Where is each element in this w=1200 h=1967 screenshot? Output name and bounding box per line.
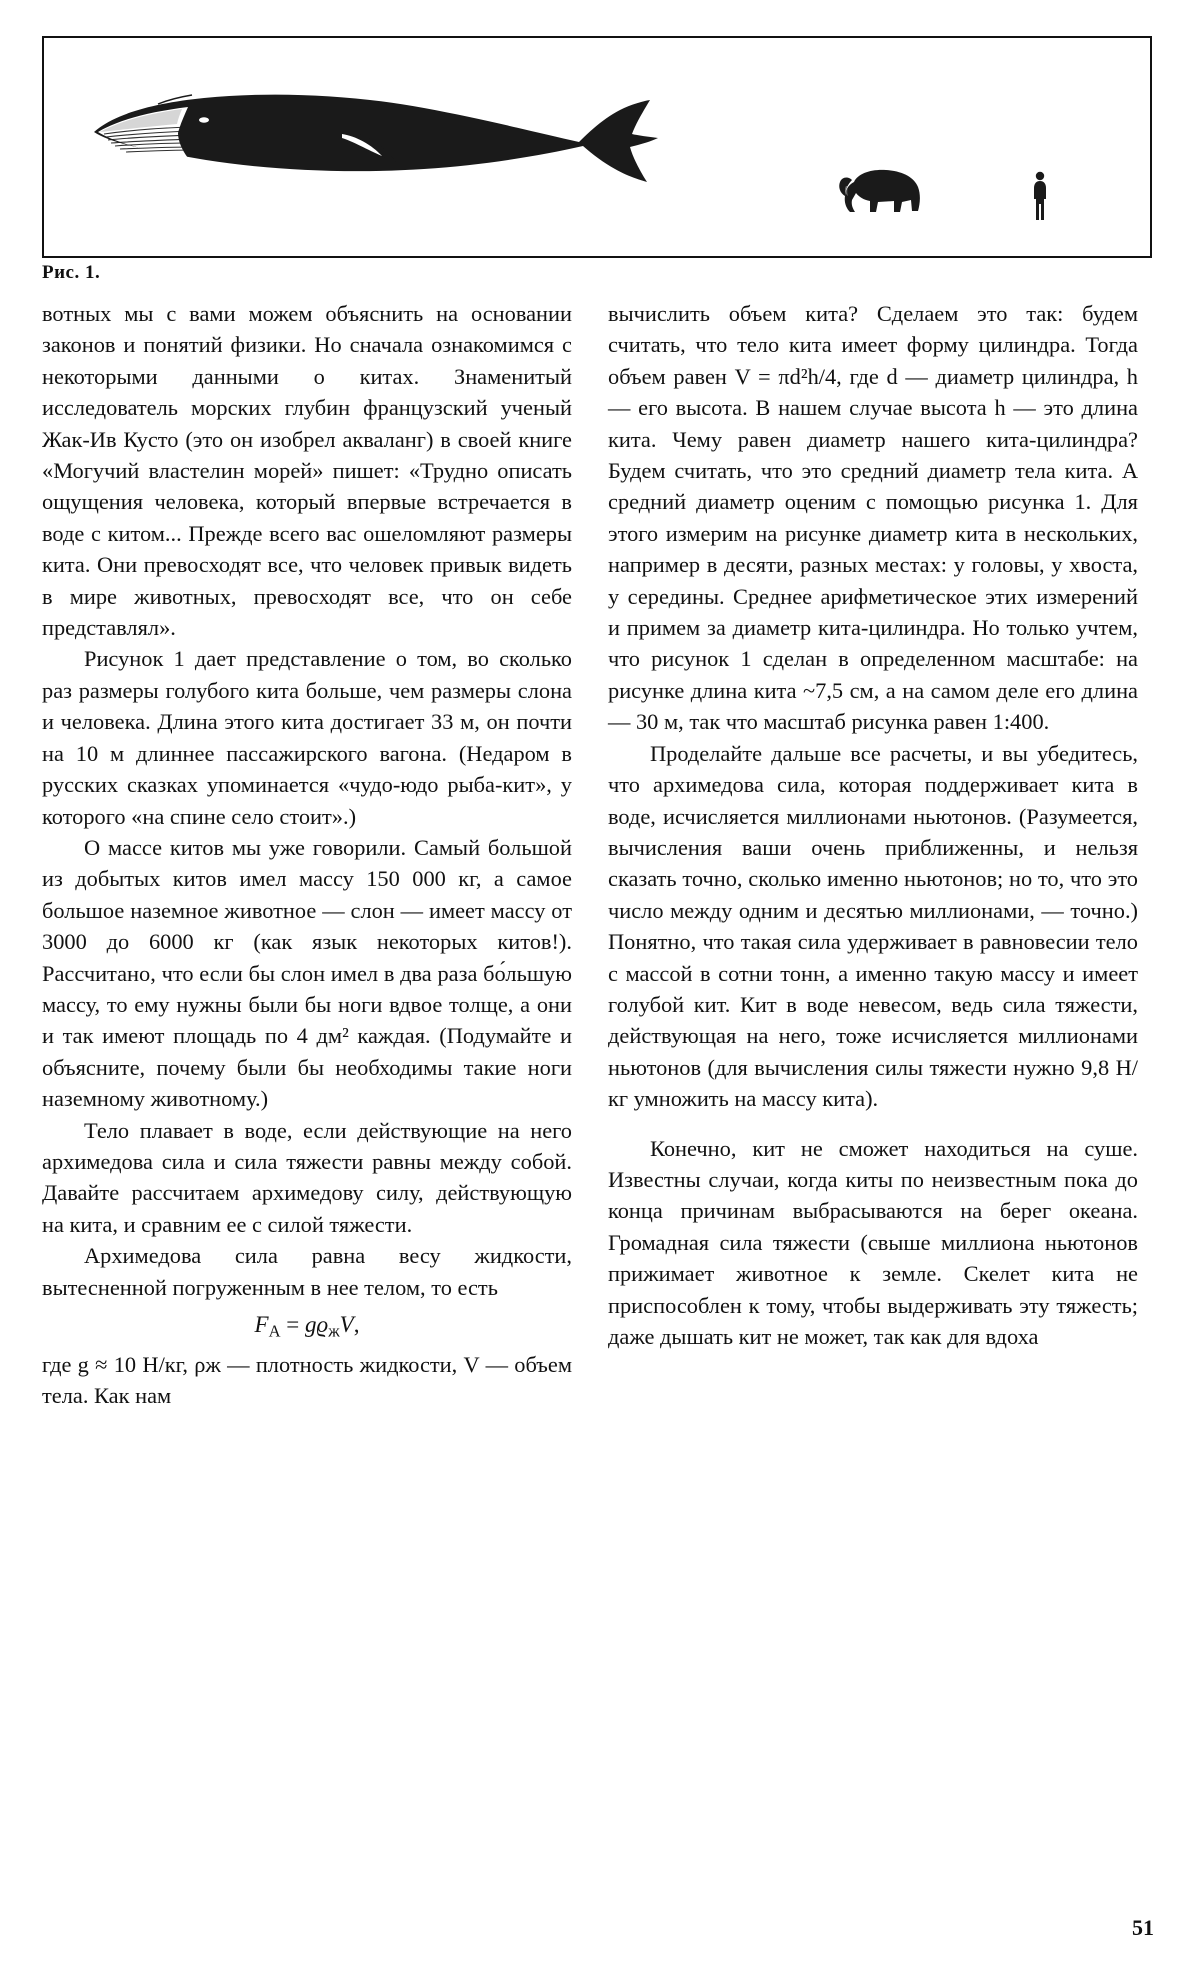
figure-frame <box>42 36 1152 258</box>
paragraph: Рисунок 1 дает представление о том, во сколько раз размеры голубого кита больше, чем размеры слона и человека. Длина этого кита достигает 33 м, он почти на 10 м длиннее пассажирского вагона. (Недаром в русских сказках упоминается «чудо-юдо рыба-кит», у которого «на спине село стоит».) <box>42 646 572 829</box>
paragraph: вычислить объем кита? Сделаем это так: будем считать, что тело кита имеет форму цилиндра. Тогда объем равен V = πd²h/4, где d — диаметр цилиндра, h — его высота. В нашем случае высота h — это длина кита. Чему равен диаметр нашего кита-цилиндра? Будем считать, что это средний диаметр тела кита. А средний диаметр оценим с помощью рисунка 1. Для этого измерим на рисунке диаметр кита в нескольких, например в десяти, разных местах: у головы, у хвоста, у середины. Среднее арифметическое этих измерений и примем за диаметр кита-цилиндра. Но только учтем, что рисунок 1 сделан в определенном масштабе: на рисунке длина кита ~7,5 см, а на самом деле его длина — 30 м, так что масштаб рисунка равен 1:400. <box>608 301 1138 735</box>
elephant-silhouette <box>834 166 930 220</box>
paragraph: вотных мы с вами можем объяснить на основании законов и понятий физики. Но сначала ознакомимся с некоторыми данными о китах. Знаменитый исследователь морских глубин французский ученый Жак-Ив Кусто (это он изобрел акваланг) в своей книге «Могучий властелин морей» пишет: «Трудно описать ощущения человека, который впервые встречается в воде с китом... Прежде всего вас ошеломляют размеры кита. Они превосходят все, что человек привык видеть в мире животных, превосходят все, что он себе представлял». <box>42 301 572 641</box>
paragraph: О массе китов мы уже говорили. Самый большой из добытых китов имел массу 150 000 кг, а самое большое наземное животное — слон — имеет массу от 3000 до 6000 кг (как язык некоторых китов!). Рассчитано, что если бы слон имел в два раза бо́льшую массу, то ему нужны были бы ноги вдвое толще, а они и так имеют площадь по 4 дм² каждая. (Подумайте и объясните, почему были бы необходимы такие ноги наземному животному.) <box>42 834 572 1112</box>
paragraph: Архимедова сила равна весу жидкости, вытесненной погруженным в нее телом, то есть <box>42 1243 572 1300</box>
paragraph: где g ≈ 10 Н/кг, ρж — плотность жидкости, V — объем тела. Как нам <box>42 1352 572 1409</box>
human-silhouette <box>1029 170 1051 222</box>
paragraph: Конечно, кит не сможет находиться на суше. Известны случаи, когда киты по неизвестным пока до конца причинам выбрасываются на берег океана. Громадная сила тяжести (свыше миллиона ньютонов прижимает животное к земле. Скелет кита не приспособлен к тому, чтобы выдерживать эту тяжесть; даже дышать кит не может, так как для вдоха <box>608 1135 1138 1349</box>
text-column-left <box>42 298 572 1412</box>
paragraph: Проделайте дальше все расчеты, и вы убедитесь, что архимедова сила, которая поддерживает кита в воде, исчисляется миллионами ньютонов. (Разумеется, вычисления ваши очень приближенны, и нельзя сказать точно, сколько именно ньютонов; но то, что это число между одним и десятью миллионами, — точно.) Понятно, что такая сила удерживает в равновесии тело с массой в сотни тонн, а именно такую массу и имеет голубой кит. Кит в воде невесом, ведь сила тяжести, действующая на него, тоже исчисляется миллионами ньютонов (для вычисления силы тяжести нужно 9,8 Н/кг умножить на массу кита). <box>608 740 1138 1112</box>
page-number: 51 <box>1132 1915 1154 1940</box>
paragraph: Тело плавает в воде, если действующие на него архимедова сила и сила тяжести равны между собой. Давайте рассчитаем архимедову силу, действующую на кита, и сравним ее с силой тяжести. <box>42 1117 572 1237</box>
text-column-right <box>608 298 1138 1352</box>
figure-caption: Рис. 1. <box>42 262 101 283</box>
paragraph-spacer <box>608 1115 1138 1133</box>
figure-content <box>44 38 1150 256</box>
formula-archimedes-force: $F_А = gϱ_жV$, <box>254 1312 360 1341</box>
blue-whale-silhouette <box>84 70 744 210</box>
